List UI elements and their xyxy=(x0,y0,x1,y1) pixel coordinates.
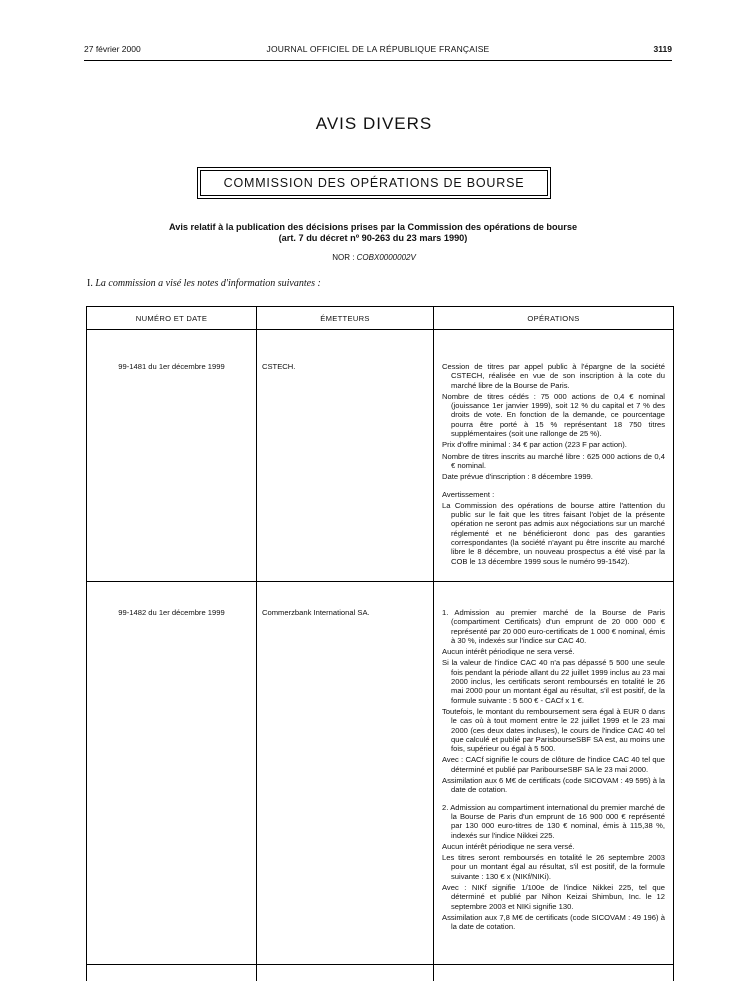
nor-reference xyxy=(0,253,748,262)
operation-paragraph: Prix d'offre minimal : 34 € par action (223 F par action). xyxy=(442,440,627,450)
operation-paragraph: 1. Admission au premier marché de la Bourse de Paris (compartiment Certificats) d'un emprunt de 20 000 000 € représenté par 20 000 euro-certificats de 1 000 € nominal, émis à 30 %, indexés sur l'indice sur CAC 40. xyxy=(442,608,665,645)
journal-title: JOURNAL OFFICIEL DE LA RÉPUBLIQUE FRANÇAISE xyxy=(266,44,490,54)
nor-label: NOR : xyxy=(332,253,355,262)
empty-cell xyxy=(434,965,674,982)
operation-paragraph: Avec : NIKf signifie 1/100e de l'indice Nikkei 225, tel que déterminé et publié par Nihon Keizai Shimbun, Inc. le 12 septembre 2003 et NIKi signifie 130. xyxy=(442,883,665,911)
avis-line-2: (art. 7 du décret nº 90-263 du 23 mars 1990) xyxy=(278,233,468,243)
cell-operations xyxy=(434,330,674,582)
operation-paragraph: Nombre de titres cédés : 75 000 actions de 0,4 € nominal (jouissance 1er janvier 1999), soit 12 % du capital et 7 % des droits de vote. En fonction de la demande, ce pourcentage pourra être porté à 15 % représentant 18 750 titres supplémentaires (soit une rallonge de 25 %). xyxy=(442,391,665,439)
operation-paragraph: Cession de titres par appel public à l'épargne de la société CSTECH, réalisée en vue de son inscription à la cote du marché libre de la Bourse de Paris. xyxy=(442,362,665,390)
table-row xyxy=(87,582,674,965)
column-header-operations: OPÉRATIONS xyxy=(434,307,674,330)
operation-paragraph: Assimilation aux 7,8 M€ de certificats (code SICOVAM : 49 196) à la date de cotation. xyxy=(442,912,665,932)
avis-line-1: Avis relatif à la publication des décisions prises par la Commission des opérations de bourse xyxy=(168,222,578,232)
avis-heading xyxy=(120,222,626,244)
operation-paragraph: Nombre de titres inscrits au marché libre : 625 000 actions de 0,4 € nominal. xyxy=(442,451,665,470)
operation-paragraph: Avec : CACf signifie le cours de clôture de l'indice CAC 40 tel que déterminé et publié par ParibourseSBF SA le 23 mai 2000. xyxy=(442,755,665,774)
operation-paragraph: Les titres seront remboursés en totalité le 26 septembre 2003 pour un montant égal au résultat, s'il est positif, de la formule suivante : 130 € x (NIKf/NIKi). xyxy=(442,853,665,881)
header-rule xyxy=(84,60,672,61)
cell-emetteur: Commerzbank International SA. xyxy=(257,582,434,965)
empty-cell xyxy=(257,965,434,982)
operation-paragraph: Date prévue d'inscription : 8 décembre 1999. xyxy=(442,472,593,482)
header-date: 27 février 2000 xyxy=(84,44,141,54)
operation-paragraph: Assimilation aux 6 M€ de certificats (code SICOVAM : 49 595) à la date de cotation. xyxy=(442,776,665,795)
table-header-row xyxy=(87,307,674,330)
commission-title: COMMISSION DES OPÉRATIONS DE BOURSE xyxy=(223,176,525,190)
operation-paragraph: Aucun intérêt périodique ne sera versé. xyxy=(442,841,575,851)
nor-code: COBX0000002V xyxy=(356,253,416,262)
cell-numero: 99-1481 du 1er décembre 1999 xyxy=(87,330,257,582)
column-header-numero: NUMÉRO ET DATE xyxy=(87,307,257,330)
page-number: 3119 xyxy=(653,44,672,54)
table-row xyxy=(87,330,674,582)
intro-number: I. xyxy=(87,278,93,289)
cell-operations xyxy=(434,582,674,965)
commission-title-box xyxy=(200,170,548,196)
intro-text: La commission a visé les notes d'information suivantes : xyxy=(95,278,321,289)
empty-cell xyxy=(87,965,257,982)
cell-numero: 99-1482 du 1er décembre 1999 xyxy=(87,582,257,965)
operation-paragraph: Toutefois, le montant du remboursement sera égal à EUR 0 dans le cas où à tout moment entre le 22 juillet 1999 et le 23 mai 2000 (ces deux dates incluses), le cours de l'indice CAC 40 tel que calculé et publié par ParisbourseSBF SA est, au moins une fois, supérieur ou égal à 5 500. xyxy=(442,706,665,754)
running-header xyxy=(84,44,672,58)
visa-table xyxy=(86,306,674,981)
section-title: AVIS DIVERS xyxy=(315,114,433,133)
cell-emetteur: CSTECH. xyxy=(257,330,434,582)
operation-paragraph: Si la valeur de l'indice CAC 40 n'a pas dépassé 5 500 une seule fois pendant la période allant du 22 juillet 1999 inclus au 23 mai 2000 inclus, les certificats seront remboursés en totalité le 26 mai 2000 pour un montant égal au résultat, s'il est positif, de la formule suivante : 5 500 € - CACf x 1 €. xyxy=(442,658,665,705)
warning-text: La Commission des opérations de bourse attire l'attention du public sur le fait que les titres faisant l'objet de la présente opération ne seront pas admis aux négociations sur un marché réglementé et ne bénéficieront donc pas des garanties correspondantes (la société n'ayant pu être inscrite au marché libre le 8 décembre, un nouveau prospectus a été visé par la COB le 13 décembre 1999 sous le numéro 99-1542). xyxy=(442,500,665,566)
intro-paragraph xyxy=(87,278,321,289)
operation-paragraph: Aucun intérêt périodique ne sera versé. xyxy=(442,647,575,657)
warning-heading: Avertissement : xyxy=(442,489,495,499)
column-header-emetteurs: ÉMETTEURS xyxy=(257,307,434,330)
table-row-continuation xyxy=(87,965,674,982)
operation-paragraph: 2. Admission au compartiment international du premier marché de la Bourse de Paris d'un emprunt de 16 900 000 € représenté par 130 000 euro-titres de 130 € nominal, émis à 115,38 %, indexés sur l'indice Nikkei 225. xyxy=(442,802,665,840)
